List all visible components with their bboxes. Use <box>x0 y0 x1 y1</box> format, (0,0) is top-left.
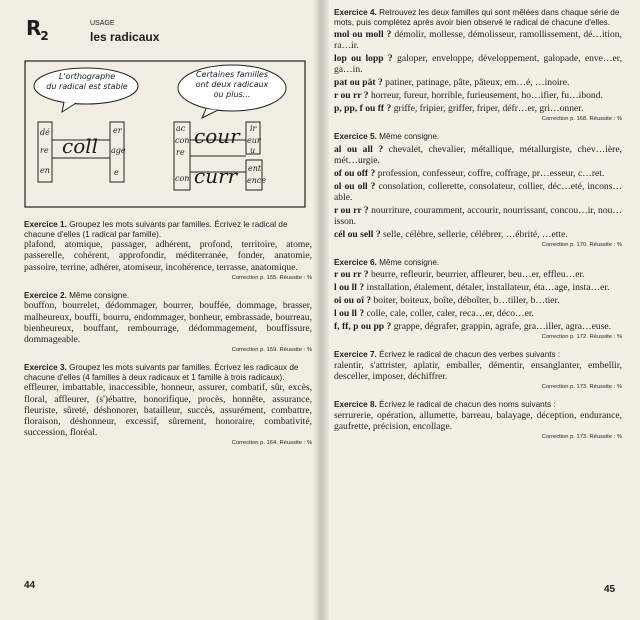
exercise-words: ralentir, s'attrister, aplatir, emballer, démentir, ensanglanter, embellir, desceller, imposer, déchiffrer. <box>334 359 622 383</box>
speech-bubble-right-tail <box>202 109 218 118</box>
exercise-number: Exercice 7. <box>334 350 377 360</box>
page-title: les radicaux <box>90 30 160 44</box>
word-set <box>334 90 622 101</box>
set-key: l ou ll ? <box>334 282 365 294</box>
set-words: grappe, dégrafer, grappin, agrafe, gra…iller, agra…euse. <box>391 321 612 333</box>
exercise-1 <box>24 220 312 281</box>
radical-word: cour <box>194 124 240 148</box>
exercise-number: Exercice 3. <box>24 363 67 373</box>
word-set <box>334 308 622 319</box>
set-words: patiner, patinage, pâte, pâteux, em…é, …inoire. <box>382 77 570 89</box>
set-key: p, pp, f ou ff ? <box>334 103 392 115</box>
correction-note: Correction p. 164. Réussite : % <box>231 440 312 447</box>
word-set <box>334 53 622 75</box>
suffix: e <box>114 168 119 177</box>
suffix: ence <box>247 176 267 185</box>
suffix: age <box>111 146 126 155</box>
word-set <box>334 282 622 293</box>
set-words: installation, étalement, détaler, installateur, éta…age, insta…er. <box>364 282 610 294</box>
word-set <box>334 229 622 240</box>
page-number: 44 <box>24 580 36 591</box>
section-label: USAGE <box>90 20 115 27</box>
exercise-number: Exercice 1. <box>24 220 67 229</box>
correction-note: Correction p. 159. Réussite : % <box>231 347 312 354</box>
set-key: al ou all ? <box>334 143 384 155</box>
exercise-heading <box>24 220 312 239</box>
bubble-left-line: du radical est stable <box>46 82 128 91</box>
exercise-2 <box>24 291 312 353</box>
exercise-heading <box>334 400 622 410</box>
lesson-badge <box>26 16 48 43</box>
suffix: ent <box>248 164 262 173</box>
exercise-instruction: Groupez les mots suivants par familles. Écrivez le radical de chacune d'elles (1 radical par famille). <box>24 220 288 239</box>
exercise-words: plafond, atomique, passager, adhérent, profond, territoire, atome, passerelle, cohérent, approfondir, méditerranée, fonder, anatomie, passoire, terrine, adhérer, atomiseur, incohérence, terrasse, anatomique. <box>24 239 312 273</box>
suffix: eur <box>247 136 261 145</box>
radical-word: curr <box>194 164 238 188</box>
exercise-number: Exercice 4. <box>334 8 377 17</box>
set-words: chevalet, chevalier, métallique, métallurgiste, chev…ière, mét…urgie. <box>334 143 622 166</box>
set-key: of ou off ? <box>334 167 376 179</box>
correction-note: Correction p. 173. Réussite : % <box>541 434 622 441</box>
set-words: horreur, fureur, horrible, furieusement, ho…ifier, fu…ibond. <box>368 90 603 102</box>
word-set <box>334 205 622 227</box>
exercise-instruction: Même consigne. <box>379 257 440 267</box>
lesson-badge-letter: R <box>26 16 41 40</box>
suffix: ir <box>250 124 257 133</box>
set-words: beurre, refleurir, beurrier, affleurer, beu…er, effleu…er. <box>368 269 585 281</box>
radical-word: coll <box>62 134 99 158</box>
exercise-3 <box>24 363 312 446</box>
word-set <box>334 321 622 332</box>
correction-note: Correction p. 172. Réussite : % <box>541 334 622 341</box>
word-set <box>334 181 622 203</box>
exercise-5 <box>334 132 622 248</box>
exercise-heading <box>334 8 622 27</box>
word-set <box>334 103 622 114</box>
prefix: re <box>40 146 49 155</box>
exercise-heading <box>334 350 622 360</box>
word-set <box>334 295 622 306</box>
set-words: consolation, collerette, consolateur, collier, déc…eté, incons…able. <box>334 180 622 203</box>
set-words: griffe, fripier, griffer, friper, défr…er, gri…onner. <box>391 103 584 115</box>
prefix: dé <box>40 128 50 137</box>
set-key: oi ou oî ? <box>334 295 372 307</box>
exercise-7 <box>334 350 622 390</box>
correction-note: Correction p. 155. Réussite : % <box>231 274 312 281</box>
exercise-number: Exercice 5. <box>334 132 377 142</box>
prefix: con <box>175 136 190 145</box>
radical-illustration <box>24 60 302 210</box>
word-set <box>334 29 622 51</box>
book-gutter <box>313 0 329 620</box>
exercise-heading <box>24 291 312 301</box>
set-words: démolir, mollesse, démolisseur, ramollissement, dé…ition, ra…ir. <box>334 29 622 52</box>
exercise-heading <box>24 363 312 382</box>
set-words: colle, cale, coller, caler, reca…er, déco…er. <box>364 308 534 320</box>
bubble-left-text <box>38 72 136 92</box>
exercise-words: serrurerie, opération, allumette, barreau, balayage, déception, endurance, gaufrette, précision, encollage. <box>334 409 622 433</box>
set-words: boiter, boiteux, boîte, déboîter, b…tiller, b…tier. <box>371 295 560 307</box>
word-set <box>334 269 622 280</box>
set-key: r ou rr ? <box>334 204 369 216</box>
exercise-instruction: Retrouvez les deux familles qui sont mêlées dans chaque série de mots, puis complétez après avoir bien observé le radical de chacune d'elles. <box>334 8 620 27</box>
set-key: mol ou moll ? <box>334 29 392 41</box>
prefix: con <box>175 174 190 183</box>
word-set <box>334 77 622 88</box>
correction-note: Correction p. 173. Réussite : % <box>541 384 622 391</box>
set-key: pat ou pât ? <box>334 77 383 89</box>
exercise-instruction: Écrivez le radical de chacun des verbes suivants : <box>379 350 561 360</box>
exercise-4 <box>334 8 622 122</box>
set-key: r ou rr ? <box>334 90 369 102</box>
exercise-number: Exercice 6. <box>334 257 377 267</box>
bubble-right-line: ou plus... <box>213 90 251 99</box>
exercise-instruction: Même consigne. <box>69 290 130 300</box>
set-words: nourriture, couramment, accourir, nourrissant, concou…ir, nou…isson. <box>334 204 623 227</box>
exercise-heading <box>334 132 622 142</box>
set-key: lop ou lopp ? <box>334 53 393 65</box>
correction-note: Correction p. 170. Réussite : % <box>541 241 622 248</box>
set-words: galoper, enveloppe, développement, galopade, enve…er, ga…in. <box>334 53 622 76</box>
prefix: re <box>176 148 185 157</box>
exercise-words: bouffon, bourrelet, dédommager, bourrer, bouffée, dommage, brasser, malheureux, bouffi, bourru, endommager, bonheur, embrassade, bourreau, bienheureux, bouffant, rembourrage, dédommagement, bouffissure, dommageable. <box>24 300 312 345</box>
suffix: u <box>250 146 256 155</box>
exercise-instruction: Même consigne. <box>379 132 440 142</box>
word-set <box>334 168 622 179</box>
page-header <box>24 8 312 42</box>
bubble-right-text <box>180 70 284 100</box>
exercise-number: Exercice 2. <box>24 290 67 300</box>
exercise-number: Exercice 8. <box>334 400 377 410</box>
prefix: en <box>40 166 50 175</box>
bubble-left-line: L'orthographe <box>58 72 116 81</box>
exercise-instruction: Écrivez le radical de chacun des noms suivants : <box>379 400 556 410</box>
lesson-badge-number: 2 <box>40 29 48 43</box>
set-words: profession, confesseur, coffre, coffrage, pr…esseur, c…ret. <box>375 167 605 179</box>
exercise-instruction: Groupez les mots suivants par familles. Écrivez les radicaux de chacune d'elles (4 familles à deux radicaux et 1 famille à trois radicaux). <box>24 363 299 382</box>
set-words: selle, célèbre, sellerie, célébrer, …ébrité, …ette. <box>380 228 568 240</box>
set-key: ol ou oll ? <box>334 180 376 192</box>
exercise-8 <box>334 400 622 440</box>
bubble-right-line: ont deux radicaux <box>195 80 269 89</box>
page-number: 45 <box>604 584 616 595</box>
exercise-heading <box>334 258 622 268</box>
word-set <box>334 144 622 166</box>
exercise-6 <box>334 258 622 341</box>
prefix: ac <box>176 124 186 133</box>
set-key: cél ou sell ? <box>334 228 381 240</box>
set-key: f, ff, p ou pp ? <box>334 321 392 333</box>
set-key: l ou ll ? <box>334 308 365 320</box>
set-key: r ou rr ? <box>334 269 369 281</box>
suffix: er <box>113 126 122 135</box>
bubble-right-line: Certaines familles <box>195 70 269 79</box>
correction-note: Correction p. 168. Réussite : % <box>541 116 622 123</box>
exercise-words: effleurer, imbattable, inaccessible, honneur, assurer, combatif, sûr, excès, floral, affleurer, (s')ébattre, honorifique, procès, honnête, assurance, fleuriste, sûreté, déshonorer, batailleur, succès, assurément, combattre, floraison, déshonneur, excessif, sûrement, honoraire, combativité, succession, floréal. <box>24 382 312 439</box>
right-page <box>320 0 640 620</box>
speech-bubble-left-tail <box>62 102 76 112</box>
